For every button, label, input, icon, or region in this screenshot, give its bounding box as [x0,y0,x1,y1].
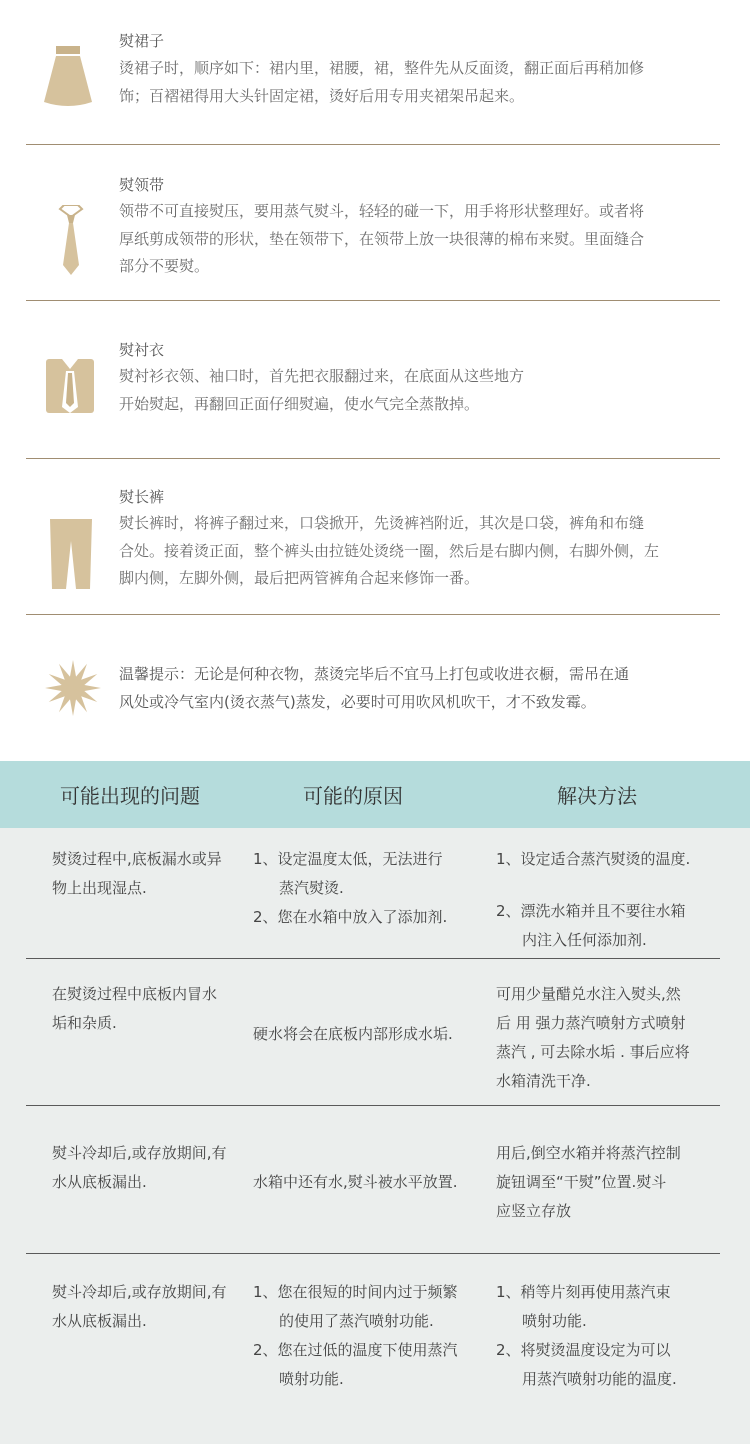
tip-title: 熨裙子 [119,32,165,50]
cell-line: 用蒸汽喷射功能的温度. [522,1370,677,1388]
divider [26,144,720,145]
cell-line: 用后,倒空水箱并将蒸汽控制 [496,1144,681,1162]
cell-line: 喷射功能. [522,1312,587,1330]
problem-cell [52,980,247,1038]
tie-icon [58,205,84,281]
row-divider [26,1253,720,1254]
cell-line: 水从底板漏出. [52,1312,147,1330]
tip-body [119,363,711,418]
cell-line: 内注入任何添加剂. [522,931,647,949]
cause-cell [253,1278,493,1394]
cell-line: 喷射功能. [279,1370,344,1388]
cell-line: 1、稍等片刻再使用蒸汽束 [496,1283,671,1301]
note-line: 温馨提示：无论是何种衣物，蒸烫完毕后不宜马上打包或收进衣橱，需吊在通 [119,665,630,683]
cell-line: 后 用 强力蒸汽喷射方式喷射 [496,1014,686,1032]
shirt-icon [44,355,96,419]
cell-line: 硬水将会在底板内部形成水垢. [253,1025,453,1043]
row-divider [26,958,720,959]
header-cause: 可能的原因 [303,784,403,808]
tip-body [119,55,711,110]
tip-line: 部分不要熨。 [119,257,210,275]
row-divider [26,1105,720,1106]
cell-line: 蒸汽 , 可去除水垢 . 事后应将 [496,1043,690,1061]
tip-line: 烫裙子时，顺序如下：裙内里，裙腰，裙，整件先从反面烫，翻正面后再稍加修 [119,59,645,77]
tip-line: 熨长裤时，将裤子翻过来，口袋掀开，先烫裤裆附近，其次是口袋，裤角和布缝 [119,514,645,532]
tip-line: 脚内侧，左脚外侧，最后把两管裤角合起来修饰一番。 [119,569,480,587]
cell-line: 垢和杂质. [52,1014,117,1032]
tip-line: 开始熨起，再翻回正面仔细熨遍，使水气完全蒸散掉。 [119,394,480,413]
tip-title: 熨长裤 [119,488,165,506]
cell-line: 蒸汽熨烫. [279,879,344,897]
tip-title: 熨领带 [119,176,165,194]
tip-line: 合处。接着烫正面，整个裤头由拉链处烫绕一圈，然后是右脚内侧，右脚外侧，左 [119,541,660,560]
cell-line: 的使用了蒸汽喷射功能. [279,1312,434,1330]
problem-cell [52,845,247,903]
cell-line: 1、您在很短的时间内过于频繁 [253,1283,458,1301]
cause-cell [253,845,483,932]
cause-cell [253,1168,493,1197]
cell-line: 水箱清洗干净. [496,1072,591,1090]
skirt-icon [42,44,94,114]
note-line: 风处或冷气室内(烫衣蒸气)蒸发，必要时可用吹风机吹干，才不致发霉。 [119,693,596,711]
divider [26,458,720,459]
cell-line: 水从底板漏出. [52,1173,147,1191]
cell-line: 1、设定适合蒸汽熨烫的温度. [496,850,691,868]
cell-line: 应竖立存放 [496,1202,572,1220]
tip-line: 厚纸剪成领带的形状，垫在领带下，在领带上放一块很薄的棉布来熨。里面缝合 [119,229,645,248]
cell-line: 可用少量醋兑水注入熨头,然 [496,985,681,1003]
solution-cell [496,845,726,955]
solution-cell [496,1139,726,1226]
header-solution: 解决方法 [557,784,637,808]
tip-body [119,510,711,593]
tip-line: 饰；百褶裙得用大头针固定裙，烫好后用专用夹裙架吊起来。 [119,86,525,105]
tip-title: 熨衬衣 [119,341,165,359]
divider [26,614,720,615]
cell-line: 熨斗冷却后,或存放期间,有 [52,1283,227,1301]
problem-cell [52,1278,247,1336]
cell-line: 2、您在水箱中放入了添加剂. [253,908,448,926]
cell-line: 熨烫过程中,底板漏水或异 [52,850,222,868]
sparkle-icon [44,659,102,721]
note-text [119,660,711,716]
cell-line: 在熨烫过程中底板内冒水 [52,985,218,1003]
table-header [0,761,750,828]
solution-cell [496,1278,726,1394]
divider [26,300,720,301]
tip-line: 领带不可直接熨压，要用蒸气熨斗，轻轻的碰一下，用手将形状整理好。或者将 [119,202,645,220]
cell-spacer [496,874,726,897]
cell-line: 熨斗冷却后,或存放期间,有 [52,1144,227,1162]
cell-line: 旋钮调至“干熨”位置.熨斗 [496,1173,667,1191]
cell-line: 2、您在过低的温度下使用蒸汽 [253,1341,458,1359]
header-problem: 可能出现的问题 [60,784,200,808]
cell-line: 水箱中还有水,熨斗被水平放置. [253,1173,458,1191]
trousers-icon [48,517,94,595]
tip-body [119,198,711,281]
cell-line: 2、将熨烫温度设定为可以 [496,1341,671,1359]
cell-line: 物上出现湿点. [52,879,147,897]
cell-line: 2、漂洗水箱并且不要往水箱 [496,902,686,920]
cell-line: 1、设定温度太低，无法进行 [253,850,443,868]
cause-cell [253,1020,493,1049]
problem-cell [52,1139,247,1197]
troubleshooting-table [0,761,750,1444]
tip-line: 熨衬衫衣领、袖口时，首先把衣服翻过来，在底面从这些地方 [119,367,525,385]
solution-cell [496,980,726,1096]
